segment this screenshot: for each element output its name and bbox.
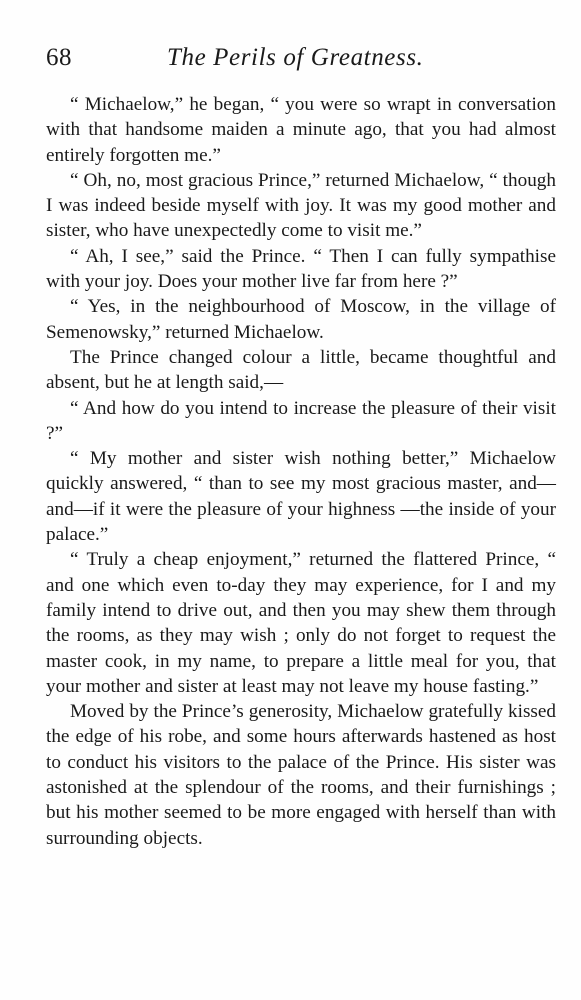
paragraph-3: “ Ah, I see,” said the Prince. “ Then I can fully sympathise with your joy. Does your mother live far from here ?” [46, 245, 556, 293]
page-header [46, 44, 546, 80]
paragraph-7: “ My mother and sister wish nothing better,” Michaelow quickly answered, “ than to see my most gracious master, and—and—if it were the pleasure of your highness —the inside of your palace.” [46, 448, 556, 546]
paragraph-8: “ Truly a cheap enjoyment,” returned the flattered Prince, “ and one which even to-day they may experience, for I and my family intend to drive out, and then you may shew them through the rooms, as they may wish ; only do not forget to request the master cook, in my name, to prepare a little meal for you, that your mother and sister at least may not leave my house fasting.” [46, 549, 556, 697]
paragraph-2: “ Oh, no, most gracious Prince,” returned Michaelow, “ though I was indeed beside myself with joy. It was my good mother and sister, who have unexpectedly come to visit me.” [46, 169, 556, 242]
paragraph-5: The Prince changed colour a little, became thoughtful and absent, but he at length said,— [46, 346, 556, 394]
paragraph-6: “ And how do you intend to increase the pleasure of their visit ?” [46, 397, 556, 444]
running-title: The Perils of Greatness. [167, 44, 424, 71]
page-number: 68 [46, 44, 72, 71]
paragraph-9: Moved by the Prince’s generosity, Michaelow gratefully kissed the edge of his robe, and some hours afterwards hastened as host to conduct his visitors to the palace of the Prince. His sister was astonished at the splendour of the rooms, and their furnishings ; but his mother seemed to be more engaged with herself than with surrounding objects. [46, 701, 556, 849]
body-text [46, 92, 556, 851]
paragraph-1: “ Michaelow,” he began, “ you were so wrapt in conversation with that handsome maiden a minute ago, that you had almost entirely forgotten me.” [46, 94, 556, 166]
paragraph-4: “ Yes, in the neighbourhood of Moscow, in the village of Semenowsky,” returned Michaelow. [46, 296, 556, 343]
